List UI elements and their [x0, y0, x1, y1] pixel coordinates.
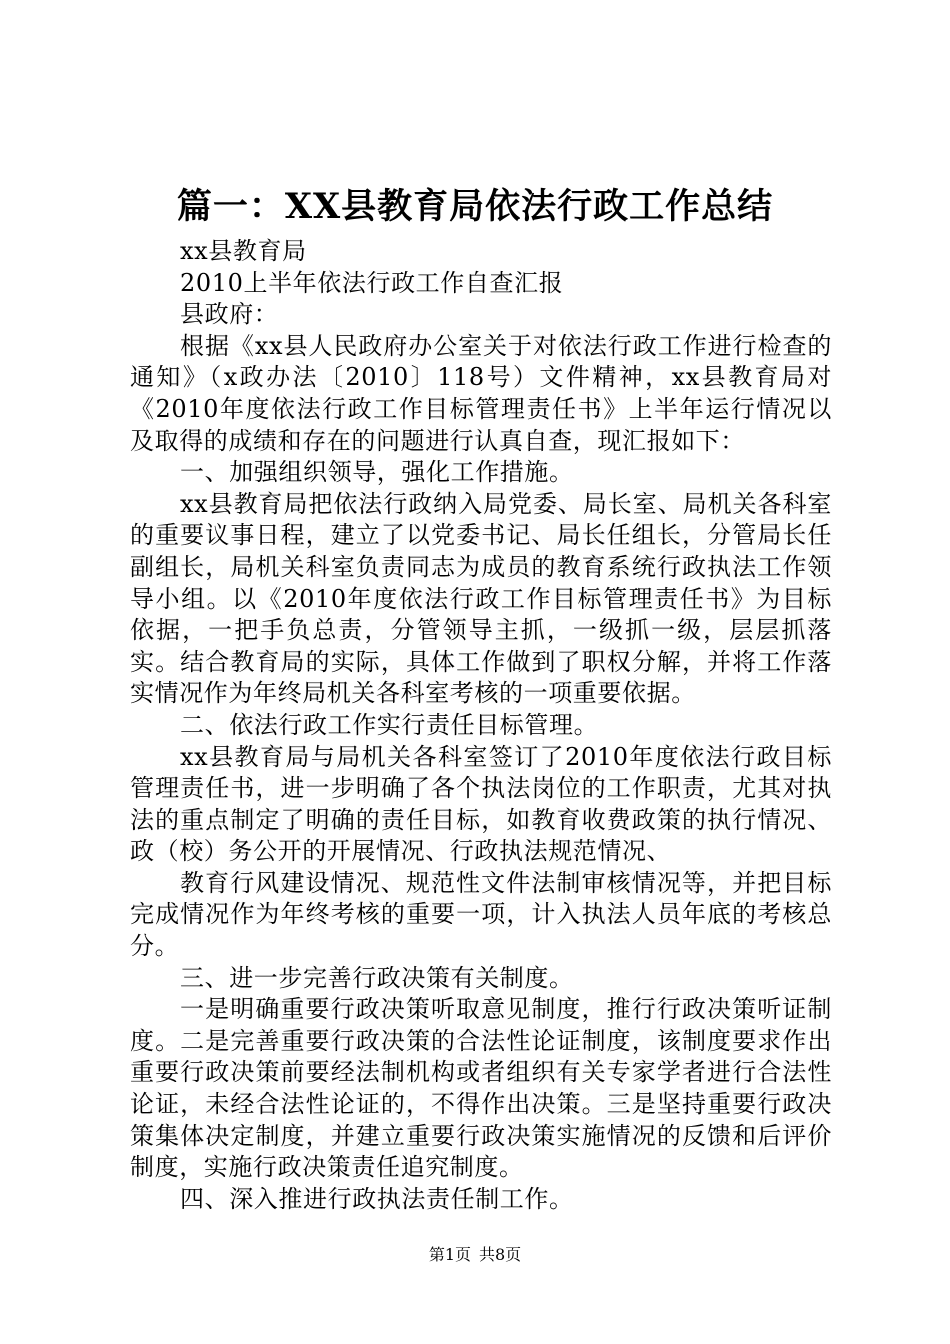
- section-heading-4: 四、深入推进行政执法责任制工作。: [180, 1184, 574, 1213]
- document-title: 篇一：XX县教育局依法行政工作总结: [176, 186, 774, 227]
- paragraph-intro: 根据《xx县人民政府办公室关于对依法行政工作进行检查的通知》（x政办法〔2010〕118号）文件精神，xx县教育局对《2010年度依法行政工作目标管理责任书》上半年运行情况以及取得的成绩和存在的问题进行认真自查，现汇报如下：: [130, 331, 832, 455]
- section-heading-1: 一、加强组织领导，强化工作措施。: [180, 458, 574, 487]
- paragraph-section-1: xx县教育局把依法行政纳入局党委、局长室、局机关各科室的重要议事日程，建立了以党委书记、局长任组长，分管局长任副组长，局机关科室负责同志为成员的教育系统行政执法工作领导小组。以《2010年度依法行政工作目标管理责任书》为目标依据，一把手负总责，分管领导主抓，一级抓一级，层层抓落实。结合教育局的实际，具体工作做到了职权分解，并将工作落实情况作为年终局机关各科室考核的一项重要依据。: [130, 489, 832, 708]
- section-heading-3: 三、进一步完善行政决策有关制度。: [180, 963, 574, 992]
- document-body: [130, 236, 832, 1215]
- paragraph-author: xx县教育局: [180, 237, 307, 265]
- section-heading-2: 二、依法行政工作实行责任目标管理。: [180, 710, 599, 739]
- paragraph-section-2b: 教育行风建设情况、规范性文件法制审核情况等，并把目标完成情况作为年终考核的重要一项，计入执法人员年底的考核总分。: [130, 868, 832, 961]
- page-number: 第1页: [428, 1245, 471, 1264]
- page-total: 共8页: [479, 1245, 522, 1264]
- page-footer: [0, 1244, 950, 1266]
- paragraph-section-3: 一是明确重要行政决策听取意见制度，推行行政决策听证制度。二是完善重要行政决策的合法性论证制度，该制度要求作出重要行政决策前要经法制机构或者组织有关专家学者进行合法性论证，未经合法性论证的，不得作出决策。三是坚持重要行政决策集体决定制度，并建立重要行政决策实施情况的反馈和后评价制度，实施行政决策责任追究制度。: [130, 995, 832, 1182]
- paragraph-addressee: 县政府：: [180, 300, 279, 329]
- paragraph-report-title: 2010上半年依法行政工作自查汇报: [180, 268, 564, 297]
- paragraph-section-2a: xx县教育局与局机关各科室签订了2010年度依法行政目标管理责任书，进一步明确了各个执法岗位的工作职责，尤其对执法的重点制定了明确的责任目标，如教育收费政策的执行情况、政（校）务公开的开展情况、行政执法规范情况、: [130, 742, 832, 866]
